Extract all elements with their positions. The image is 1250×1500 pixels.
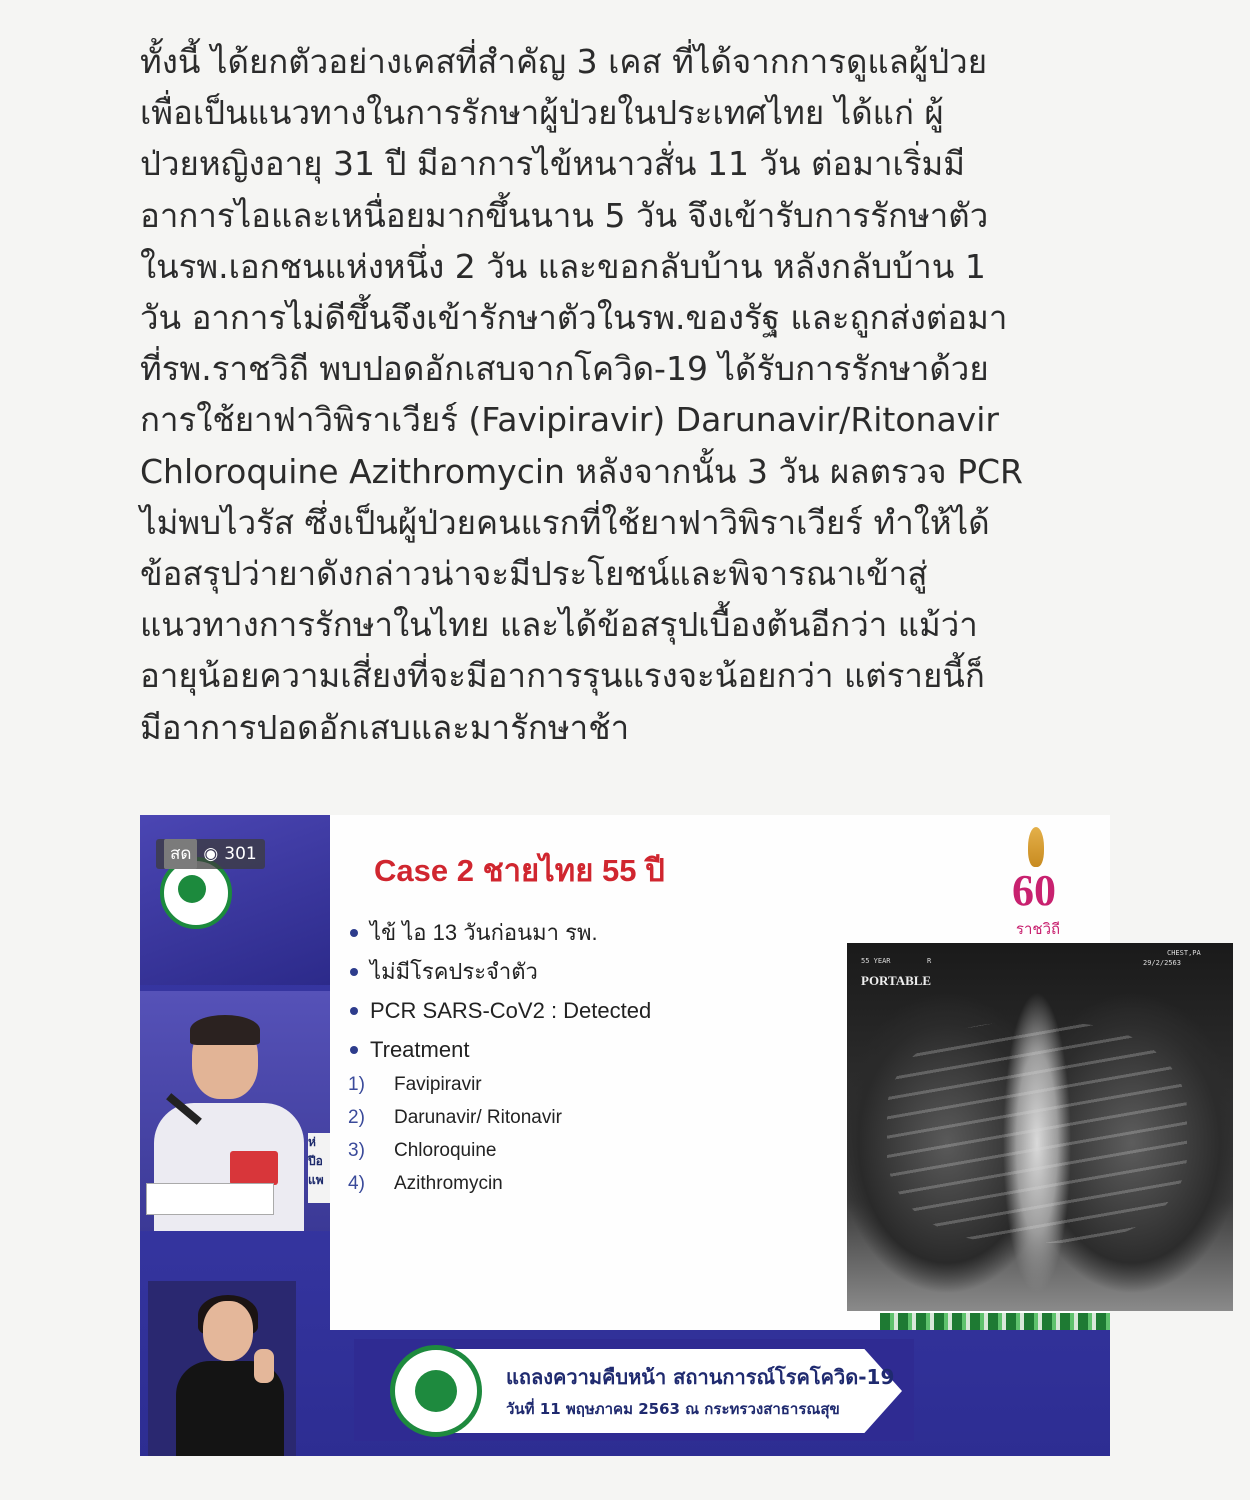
laptop-icon — [230, 1151, 278, 1185]
article-line: อาการไอและเหนื่อยมากขึ้นนาน 5 วัน จึงเข้ารับการรักษาตัว — [140, 195, 989, 235]
article-line: มีอาการปอดอักเสบและมารักษาช้า — [140, 707, 630, 747]
eye-icon: ◉ — [203, 844, 219, 864]
press-conference-image — [140, 815, 1201, 1456]
treatment-list — [348, 1068, 562, 1200]
slide-bullet-list — [350, 913, 651, 1069]
treatment-item: 2) Darunavir/ Ritonavir — [348, 1107, 562, 1128]
xray-meta-left: 55 YEAR — [861, 957, 891, 965]
bullet-icon — [350, 929, 358, 937]
side-sign-line: ปีอ — [308, 1154, 323, 1168]
presentation-slide — [330, 815, 1201, 1330]
banner-subtitle: วันที่ 11 พฤษภาคม 2563 ณ กระทรวงสาธารณสุข — [506, 1400, 840, 1418]
article-line: แนวทางการรักษาในไทย และได้ข้อสรุปเบื้องต้นอีกว่า แม้ว่า — [140, 605, 978, 645]
banner-title: แถลงความคืบหน้า สถานการณ์โรคโควิด-19 — [506, 1365, 895, 1389]
bullet-item: PCR SARS-CoV2 : Detected — [350, 991, 651, 1030]
treatment-item: 1) Favipiravir — [348, 1074, 482, 1095]
treatment-item: 4) Azithromycin — [348, 1173, 503, 1194]
ministry-seal-icon — [390, 1345, 482, 1437]
treatment-item: 3) Chloroquine — [348, 1140, 497, 1161]
article-line: Chloroquine Azithromycin หลังจากนั้น 3 วัน ผลตรวจ PCR — [140, 451, 1023, 491]
side-sign-line: ห่ — [308, 1135, 316, 1149]
bullet-item: Treatment — [350, 1030, 651, 1069]
article-line: ป่วยหญิงอายุ 31 ปี มีอาการไข้หนาวสั่น 11 วัน ต่อมาเริ่มมี — [140, 144, 966, 184]
speaker-hair — [190, 1015, 260, 1045]
flame-icon — [1028, 827, 1044, 867]
bullet-item: ไม่มีโรคประจำตัว — [350, 952, 651, 991]
bullet-item: ไข้ ไอ 13 วันก่อนมา รพ. — [350, 913, 651, 952]
article-line: อายุน้อยความเสี่ยงที่จะมีอาการรุนแรงจะน้อยกว่า แต่รายนี้ก็ — [140, 656, 985, 696]
bullet-icon — [350, 1007, 358, 1015]
rajavithi-logo — [984, 827, 1094, 942]
interpreter-face — [203, 1301, 253, 1361]
article-line: ที่รพ.ราชวิถี พบปอดอักเสบจากโควิด-19 ได้รับการรักษาด้วย — [140, 349, 989, 389]
article-line: ในรพ.เอกชนแห่งหนึ่ง 2 วัน และขอกลับบ้าน หลังกลับบ้าน 1 — [140, 246, 986, 286]
slide-title: Case 2 ชายไทย 55 ปี — [374, 853, 665, 888]
speaker-video — [140, 991, 330, 1231]
bullet-icon — [350, 968, 358, 976]
xray-ribs — [887, 1023, 1187, 1243]
article-line: เพื่อเป็นแนวทางในการรักษาผู้ป่วยในประเทศไทย ได้แก่ ผู้ — [140, 93, 944, 133]
live-label: สด — [164, 839, 197, 869]
side-sign — [308, 1133, 330, 1203]
broadcast-corner — [140, 815, 330, 985]
article-line: ข้อสรุปว่ายาดังกล่าวน่าจะมีประโยชน์และพิจารณาเข้าสู่ — [140, 554, 928, 594]
live-badge — [156, 839, 265, 869]
sign-language-interpreter — [148, 1281, 296, 1456]
article-line: ทั้งนี้ ได้ยกตัวอย่างเคสที่สำคัญ 3 เคส ที่ได้จากการดูแลผู้ป่วย — [140, 42, 988, 81]
article-paragraph — [140, 36, 1110, 753]
xray-side-marker: R — [927, 957, 932, 965]
side-sign-line: แพ — [308, 1173, 324, 1187]
slide-footer-strip — [880, 1313, 1110, 1330]
chest-xray-image — [847, 943, 1233, 1311]
bullet-icon — [350, 1046, 358, 1054]
article-line: การใช้ยาฟาวิพิราเวียร์ (Favipiravir) Darunavir/Ritonavir — [140, 400, 999, 440]
xray-meta-right: CHEST,PA — [1167, 949, 1201, 957]
speaker-name-plate — [146, 1183, 274, 1215]
interpreter-hand — [254, 1349, 274, 1383]
view-count: 301 — [224, 844, 257, 864]
logo-number: 60 — [1012, 866, 1056, 915]
xray-label: PORTABLE — [861, 973, 932, 988]
article-line: วัน อาการไม่ดีขึ้นจึงเข้ารักษาตัวในรพ.ของรัฐ และถูกส่งต่อมา — [140, 298, 1008, 338]
xray-date: 29/2/2563 — [1143, 959, 1181, 967]
article-line: ไม่พบไวรัส ซึ่งเป็นผู้ป่วยคนแรกที่ใช้ยาฟาวิพิราเวียร์ ทำให้ได้ — [140, 502, 990, 542]
logo-name: ราชวิถี — [1015, 920, 1061, 938]
